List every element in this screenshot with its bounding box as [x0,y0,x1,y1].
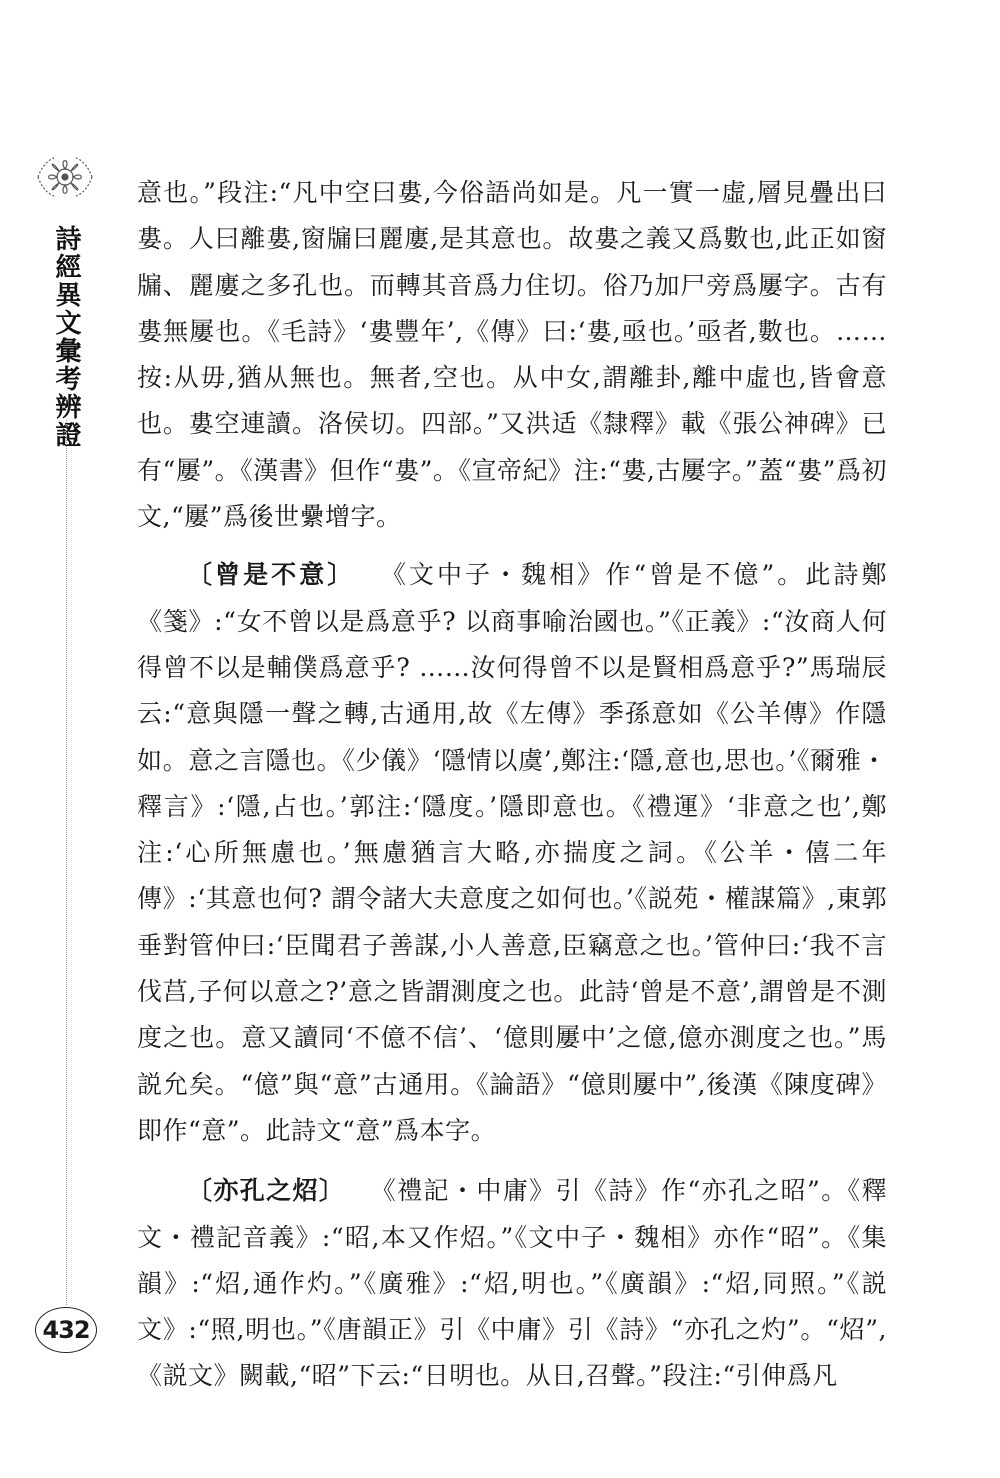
entry-paragraph [137,1168,887,1399]
side-divider [66,420,68,1305]
main-text [137,170,887,1414]
page-number: 432 [35,1307,97,1353]
paragraph-text: 《文中子・魏相》作“曾是不億”。此詩鄭《箋》:“女不曾以是爲意乎? 以商事喻治國也。”《正義》:“汝商人何得曾不以是輔僕爲意乎? ……汝何得曾不以是賢相爲意乎?”馬瑞辰云:“意與隱一聲之轉,古通用,故《左傳》季孫意如《公羊傳》作隱如。意之言隱也。《少儀》‘隱情以虞’,鄭注:‘隱,意也,思也。’《爾雅・釋言》:‘隱,占也。’郭注:‘隱度。’隱即意也。《禮運》‘非意之也’,鄭注:‘心所無慮也。’無慮猶言大略,亦揣度之詞。《公羊・僖二年傳》:‘其意也何? 謂令諸大夫意度之如何也。’《説苑・權謀篇》,東郭垂對管仲曰:‘臣聞君子善謀,小人善意,臣竊意之也。’管仲曰:‘我不言伐莒,子何以意之?’意之皆謂測度之也。此詩‘曾是不意’,謂曾是不測度之也。意又讀同‘不億不信’、‘億則屢中’之億,億亦測度之也。”馬説允矣。“億”與“意”古通用。《論語》“億則屢中”,後漢《陳度碑》即作“意”。此詩文“意”爲本字。 [137,560,887,1145]
entry-heading: 〔曾是不意〕 [187,560,356,590]
floral-ornament-icon [28,140,102,214]
book-title: 詩經異文彙考辨證 [51,225,81,449]
entry-heading: 〔亦孔之炤〕 [187,1176,346,1206]
paragraph-text: 《禮記・中庸》引《詩》作“亦孔之昭”。《釋文・禮記音義》:“昭,本又作炤。”《文中子・魏相》亦作“昭”。《集韻》:“炤,通作灼。”《廣雅》:“炤,明也。”《廣韻》:“炤,同照。”《説文》:“照,明也。”《唐韻正》引《中庸》引《詩》“亦孔之灼”。“炤”,《説文》闕載,“昭”下云:“日明也。从日,召聲。”段注:“引伸爲凡 [137,1176,887,1391]
entry-paragraph [137,552,887,1154]
paragraph-text: 意也。”段注:“凡中空曰婁,今俗語尚如是。凡一實一虛,層見疊出曰婁。人曰離婁,窗牖曰麗廔,是其意也。故婁之義又爲數也,此正如窗牖、麗廔之多孔也。而轉其音爲力住切。俗乃加尸旁爲屢字。古有婁無屢也。《毛詩》‘婁豐年’,《傳》曰:‘婁,亟也。’亟者,數也。……按:从毋,猶从無也。無者,空也。从中女,謂離卦,離中虛也,皆會意也。婁空連讀。洛侯切。四部。”又洪适《隸釋》載《張公神碑》已有“屢”。《漢書》但作“婁”。《宣帝紀》注:“婁,古屢字。”蓋“婁”爲初文,“屢”爲後世纍增字。 [137,178,887,532]
paragraph-continuation [137,170,887,540]
